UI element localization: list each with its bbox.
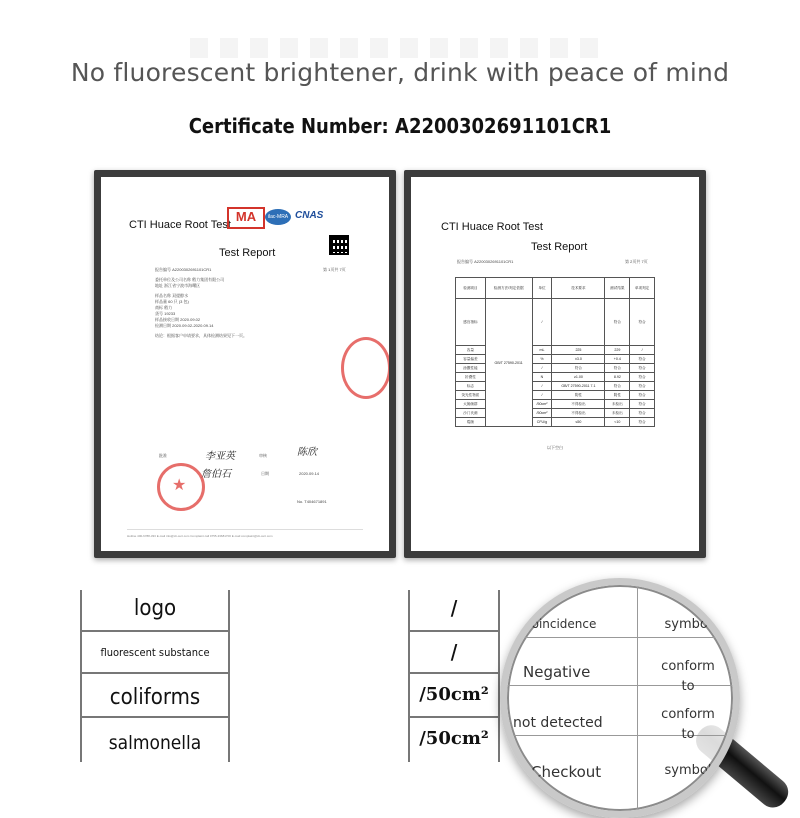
table-cell: 229 <box>605 346 630 355</box>
field-line: 样品名称 双提醇水 <box>155 293 189 298</box>
star-icon: ★ <box>172 477 187 494</box>
left-doc-title: Test Report <box>219 247 276 259</box>
table-cell: / <box>630 346 655 355</box>
approver-label: 批准 <box>159 453 167 458</box>
judgment-logo: symbol <box>664 617 712 632</box>
headline: No fluorescent brightener, drink with peace of mind <box>70 58 730 87</box>
table-cell: 符合 <box>630 409 655 418</box>
table-row <box>456 418 655 427</box>
standard-cell: GB/T 27590-2011 <box>485 299 532 427</box>
red-seal-stamp-icon <box>157 463 205 511</box>
table-cell: 感官指标 <box>456 299 486 346</box>
unit-fluorescent: / <box>450 640 458 664</box>
right-doc-brand: CTI Huace Root Test <box>441 221 543 233</box>
result-logo: coincidence <box>525 617 597 631</box>
item-fluorescent-substance: fluorescent substance <box>100 646 210 659</box>
table-cell: 符合 <box>605 382 630 391</box>
table-cell: 容量偏差 <box>456 355 486 364</box>
table-cell: ±3.0 <box>552 355 605 364</box>
field-line: 样品量 60 只 (3 包) <box>155 299 189 304</box>
table-cell: / <box>532 299 552 346</box>
table-cell: 阴性 <box>605 391 630 400</box>
table-cell: 未检出 <box>605 400 630 409</box>
table-row <box>456 373 655 382</box>
table-cell: 阴性 <box>552 391 605 400</box>
approver-signature-2: 詹伯石 <box>201 469 231 480</box>
table-border <box>408 716 500 718</box>
field-line: 商标 稻力 <box>155 305 173 310</box>
table-cell: 不得检出 <box>552 409 605 418</box>
ma-logo-icon: MA <box>227 207 265 229</box>
table-cell: ≤50 <box>552 418 605 427</box>
report-number-bottom: No. T404671891 <box>297 499 327 504</box>
table-cell: /50cm² <box>532 409 552 418</box>
table-cell: / <box>532 382 552 391</box>
unit-coliforms: /50cm² <box>419 684 489 705</box>
left-doc-brand: CTI Huace Root Test <box>129 219 231 231</box>
right-page-no: 第 2页共 7页 <box>625 259 648 264</box>
table-cell <box>552 299 605 346</box>
table-cell: 标志 <box>456 382 486 391</box>
reviewer-signature: 陈欣 <box>297 447 317 458</box>
left-certificate-frame <box>94 170 396 558</box>
left-page-no: 第 1页共 7页 <box>323 267 346 272</box>
table-border <box>228 590 230 762</box>
table-cell: ≥1.00 <box>552 373 605 382</box>
table-cell: 单项判定 <box>630 278 655 299</box>
table-cell: 技术要求 <box>552 278 605 299</box>
table-cell: 符合 <box>630 299 655 346</box>
table-border <box>80 630 230 632</box>
item-logo: logo <box>133 596 177 621</box>
table-cell: 未检出 <box>605 409 630 418</box>
right-result-table <box>455 277 655 427</box>
table-border <box>80 672 230 674</box>
table-cell: 折叠性 <box>456 373 486 382</box>
field-line: 样品接收日期 2020.09.02 <box>155 317 201 322</box>
table-cell: 单位 <box>532 278 552 299</box>
reviewer-label: 审核 <box>259 453 267 458</box>
lens-line <box>637 585 638 811</box>
unit-logo: / <box>450 596 458 620</box>
table-cell: 涂膜性能 <box>456 364 486 373</box>
date-value: 2020.09.14 <box>299 471 320 476</box>
judgment-salmonella: symbol <box>664 763 712 778</box>
field-line: 货号 19233 <box>155 311 176 316</box>
right-certificate-paper <box>411 177 699 551</box>
cnas-logo-icon: CNAS <box>295 210 324 221</box>
table-row <box>456 355 655 364</box>
table-row <box>456 382 655 391</box>
table-cell: mL <box>532 346 552 355</box>
judgment-fluorescent: conform to <box>661 659 715 694</box>
field-line: 地址 浙江省宁波市海曙区 <box>155 283 201 288</box>
table-cell: 荧光性物质 <box>456 391 486 400</box>
judgment-coliforms: conform to <box>661 707 715 742</box>
table-cell: <10 <box>605 418 630 427</box>
left-report-no: 报告编号 A2200302691101CR1 <box>155 267 212 272</box>
table-cell: CFU/g <box>532 418 552 427</box>
table-border <box>408 630 500 632</box>
result-coliforms: not detected <box>513 715 603 731</box>
table-row <box>456 299 655 346</box>
right-doc-title: Test Report <box>531 241 588 253</box>
result-fluorescent: Negative <box>523 663 591 681</box>
magnifying-glass-icon <box>500 578 740 818</box>
date-label: 日期 <box>261 471 269 476</box>
table-cell: +0.4 <box>605 355 630 364</box>
table-border <box>498 590 500 762</box>
table-cell: 霉菌 <box>456 418 486 427</box>
table-row <box>456 409 655 418</box>
table-row <box>456 364 655 373</box>
item-salmonella: salmonella <box>108 732 202 754</box>
table-row <box>456 391 655 400</box>
table-cell: 符合 <box>630 391 655 400</box>
item-coliforms: coliforms <box>109 685 201 710</box>
faded-ghost-text <box>190 38 610 58</box>
table-border <box>80 716 230 718</box>
table-cell: GB/T 27590-2011 7.1 <box>552 382 605 391</box>
footer-divider <box>127 529 363 530</box>
table-end-text: 以下空白 <box>547 445 563 450</box>
table-cell: 测试结果 <box>605 278 630 299</box>
table-cell: / <box>532 391 552 400</box>
table-cell: / <box>532 364 552 373</box>
lens-line <box>507 637 733 638</box>
table-row <box>456 400 655 409</box>
table-cell: 符合 <box>605 364 630 373</box>
left-fields <box>155 277 247 339</box>
table-cell: 符合 <box>552 364 605 373</box>
unit-salmonella: /50cm² <box>419 728 489 749</box>
result-salmonella: Checkout <box>531 763 602 781</box>
field-line: 检测日期 2020.09.02-2020.09.14 <box>155 323 214 328</box>
table-cell: % <box>532 355 552 364</box>
table-cell: 225 <box>552 346 605 355</box>
table-cell: 符合 <box>630 400 655 409</box>
table-cell: 符合 <box>630 373 655 382</box>
field-line: 委托单位及公司名称 稻力集团有限公司 <box>155 277 225 282</box>
ilac-mra-icon: ilac-MRA <box>265 209 291 225</box>
approver-signature: 李亚英 <box>205 451 235 462</box>
table-cell: 检测方法/判定依据 <box>485 278 532 299</box>
table-cell: 符合 <box>630 382 655 391</box>
certificate-number: Certificate Number: A2200302691101CR1 <box>188 114 612 138</box>
conclusion-line: 结论：根据客户申请要求，具体检测结果见下一页。 <box>155 333 247 338</box>
table-cell: 符合 <box>630 355 655 364</box>
table-cell: 符合 <box>605 299 630 346</box>
table-row <box>456 346 655 355</box>
table-cell: 符合 <box>630 364 655 373</box>
table-cell: 符合 <box>630 418 655 427</box>
left-certificate-paper <box>101 177 389 551</box>
table-cell: 8.92 <box>605 373 630 382</box>
right-certificate-frame <box>404 170 706 558</box>
table-cell: 沙门氏菌 <box>456 409 486 418</box>
red-seal-stamp-icon <box>341 337 389 399</box>
table-cell: 不得检出 <box>552 400 605 409</box>
table-row <box>456 278 655 299</box>
table-border <box>408 672 500 674</box>
qr-code-icon <box>329 235 349 255</box>
table-cell: /50cm² <box>532 400 552 409</box>
table-cell: 容量 <box>456 346 486 355</box>
table-cell: 大肠菌群 <box>456 400 486 409</box>
left-footer: Hotline 400-6788-333 E-mail info@cti-cert.com Complaint call 0755-33681700 E-mail complaint@cti-cert.com <box>127 534 273 538</box>
table-cell: 检测项目 <box>456 278 486 299</box>
table-cell: N <box>532 373 552 382</box>
right-report-no: 报告编号 A2200302691101CR1 <box>457 259 514 264</box>
